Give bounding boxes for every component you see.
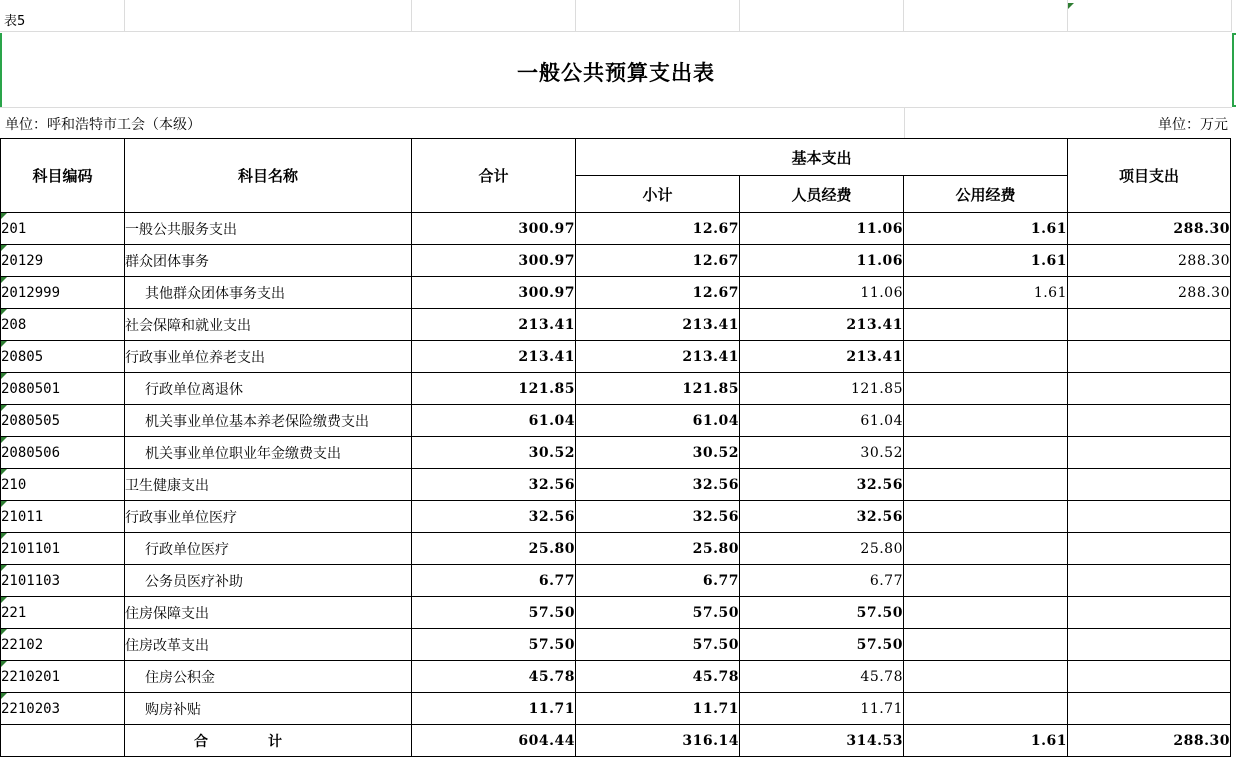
name-cell[interactable]: 住房保障支出 xyxy=(125,597,412,629)
divider xyxy=(904,107,905,138)
total-cell[interactable]: 32.56 xyxy=(412,501,576,533)
divider xyxy=(0,107,1232,108)
comment-marker-icon xyxy=(1068,3,1074,9)
name-cell[interactable]: 行政单位医疗 xyxy=(125,533,412,565)
code-text: 201 xyxy=(1,220,27,237)
code-cell[interactable] xyxy=(1,533,125,565)
total-subtotal[interactable]: 316.14 xyxy=(576,725,740,757)
sheet-label: 表5 xyxy=(4,14,26,29)
text-number-marker-icon xyxy=(1,341,7,347)
public-cell[interactable] xyxy=(904,533,1068,565)
public-cell[interactable] xyxy=(904,501,1068,533)
page-title: 一般公共预算支出表 xyxy=(517,61,715,85)
total-cell[interactable]: 300.97 xyxy=(412,213,576,245)
code-cell[interactable] xyxy=(1,629,125,661)
text-number-marker-icon xyxy=(1,437,7,443)
subtotal-cell[interactable]: 32.56 xyxy=(576,469,740,501)
total-cell[interactable]: 300.97 xyxy=(412,245,576,277)
table-row xyxy=(1,597,1231,629)
public-cell[interactable]: 1.61 xyxy=(904,277,1068,309)
text-number-marker-icon xyxy=(1,693,7,699)
project-cell[interactable] xyxy=(1068,309,1231,341)
total-label[interactable]: 合计 xyxy=(125,725,412,757)
header-code: 科目编码 xyxy=(1,139,125,213)
code-text: 2080506 xyxy=(1,444,61,461)
personnel-cell[interactable]: 6.77 xyxy=(740,565,904,597)
code-cell[interactable] xyxy=(1,693,125,725)
header-public: 公用经费 xyxy=(904,176,1068,213)
personnel-cell[interactable]: 11.06 xyxy=(740,245,904,277)
subtotal-cell[interactable]: 12.67 xyxy=(576,277,740,309)
header-project: 项目支出 xyxy=(1068,139,1231,213)
code-text: 2210203 xyxy=(1,700,61,717)
text-number-marker-icon xyxy=(1,597,7,603)
name-cell[interactable]: 购房补贴 xyxy=(125,693,412,725)
total-code-cell[interactable] xyxy=(1,725,125,757)
cell-g1[interactable] xyxy=(1068,0,1232,32)
code-cell[interactable] xyxy=(1,501,125,533)
total-cell[interactable]: 25.80 xyxy=(412,533,576,565)
subtotal-cell[interactable]: 57.50 xyxy=(576,629,740,661)
code-cell[interactable] xyxy=(1,373,125,405)
code-cell[interactable] xyxy=(1,597,125,629)
project-cell[interactable] xyxy=(1068,597,1231,629)
header-total: 合计 xyxy=(412,139,576,213)
table-row xyxy=(1,565,1231,597)
project-cell[interactable] xyxy=(1068,565,1231,597)
code-text: 208 xyxy=(1,316,27,333)
text-number-marker-icon xyxy=(1,629,7,635)
total-public[interactable]: 1.61 xyxy=(904,725,1068,757)
table-row xyxy=(1,501,1231,533)
personnel-cell[interactable]: 121.85 xyxy=(740,373,904,405)
project-cell[interactable] xyxy=(1068,693,1231,725)
code-text: 2080501 xyxy=(1,380,61,397)
code-text: 21011 xyxy=(1,508,44,525)
text-number-marker-icon xyxy=(1,661,7,667)
public-cell[interactable] xyxy=(904,309,1068,341)
project-cell[interactable] xyxy=(1068,533,1231,565)
code-cell[interactable] xyxy=(1,341,125,373)
subtotal-cell[interactable]: 57.50 xyxy=(576,597,740,629)
name-cell[interactable]: 卫生健康支出 xyxy=(125,469,412,501)
name-cell[interactable]: 行政事业单位养老支出 xyxy=(125,341,412,373)
text-number-marker-icon xyxy=(1,469,7,475)
name-cell[interactable]: 行政事业单位医疗 xyxy=(125,501,412,533)
table-row xyxy=(1,533,1231,565)
name-cell[interactable]: 行政单位离退休 xyxy=(125,373,412,405)
personnel-cell[interactable]: 11.06 xyxy=(740,213,904,245)
name-cell[interactable]: 其他群众团体事务支出 xyxy=(125,277,412,309)
total-cell[interactable]: 6.77 xyxy=(412,565,576,597)
total-cell[interactable]: 121.85 xyxy=(412,373,576,405)
code-text: 20129 xyxy=(1,252,44,269)
text-number-marker-icon xyxy=(1,309,7,315)
code-text: 2101101 xyxy=(1,540,61,557)
public-cell[interactable] xyxy=(904,597,1068,629)
code-text: 221 xyxy=(1,604,27,621)
code-text: 2080505 xyxy=(1,412,61,429)
subtotal-cell[interactable]: 6.77 xyxy=(576,565,740,597)
cell-d1[interactable] xyxy=(576,0,740,32)
code-text: 2101103 xyxy=(1,572,61,589)
personnel-cell[interactable]: 11.06 xyxy=(740,277,904,309)
subtotal-cell[interactable]: 11.71 xyxy=(576,693,740,725)
subtotal-cell[interactable]: 121.85 xyxy=(576,373,740,405)
code-cell[interactable] xyxy=(1,565,125,597)
project-cell[interactable]: 288.30 xyxy=(1068,213,1231,245)
project-cell[interactable] xyxy=(1068,661,1231,693)
public-cell[interactable]: 1.61 xyxy=(904,245,1068,277)
project-cell[interactable] xyxy=(1068,629,1231,661)
subtotal-cell[interactable]: 61.04 xyxy=(576,405,740,437)
subtotal-cell[interactable]: 213.41 xyxy=(576,309,740,341)
personnel-cell[interactable]: 213.41 xyxy=(740,309,904,341)
table-body xyxy=(1,213,1231,725)
budget-table xyxy=(0,138,1231,757)
project-cell[interactable] xyxy=(1068,341,1231,373)
code-text: 2210201 xyxy=(1,668,61,685)
code-cell[interactable] xyxy=(1,469,125,501)
project-cell[interactable]: 288.30 xyxy=(1068,245,1231,277)
project-cell[interactable] xyxy=(1068,373,1231,405)
subtotal-cell[interactable]: 25.80 xyxy=(576,533,740,565)
table-row xyxy=(1,437,1231,469)
table-row xyxy=(1,405,1231,437)
table-row xyxy=(1,469,1231,501)
total-cell[interactable]: 61.04 xyxy=(412,405,576,437)
name-cell[interactable]: 住房改革支出 xyxy=(125,629,412,661)
public-cell[interactable] xyxy=(904,437,1068,469)
header-name: 科目名称 xyxy=(125,139,412,213)
unit-label-right: 单位：万元 xyxy=(1158,117,1228,133)
table-row xyxy=(1,373,1231,405)
code-text: 22102 xyxy=(1,636,44,653)
text-number-marker-icon xyxy=(1,373,7,379)
table-row xyxy=(1,245,1231,277)
text-number-marker-icon xyxy=(1,213,7,219)
subtotal-cell[interactable]: 12.67 xyxy=(576,213,740,245)
name-cell[interactable]: 群众团体事务 xyxy=(125,245,412,277)
total-row xyxy=(1,725,1231,757)
table-row xyxy=(1,629,1231,661)
table-row xyxy=(1,341,1231,373)
public-cell[interactable] xyxy=(904,661,1068,693)
personnel-cell[interactable]: 25.80 xyxy=(740,533,904,565)
public-cell[interactable] xyxy=(904,693,1068,725)
name-cell[interactable]: 机关事业单位基本养老保险缴费支出 xyxy=(125,405,412,437)
public-cell[interactable] xyxy=(904,469,1068,501)
text-number-marker-icon xyxy=(1,405,7,411)
text-number-marker-icon xyxy=(1,533,7,539)
public-cell[interactable] xyxy=(904,405,1068,437)
cell-f1[interactable] xyxy=(904,0,1068,32)
table-row xyxy=(1,213,1231,245)
code-cell[interactable] xyxy=(1,405,125,437)
subtotal-cell[interactable]: 12.67 xyxy=(576,245,740,277)
code-text: 2012999 xyxy=(1,284,61,301)
name-cell[interactable]: 机关事业单位职业年金缴费支出 xyxy=(125,437,412,469)
table-row xyxy=(1,309,1231,341)
code-text: 210 xyxy=(1,476,27,493)
total-cell[interactable]: 45.78 xyxy=(412,661,576,693)
project-cell[interactable] xyxy=(1068,469,1231,501)
header-subtotal: 小计 xyxy=(576,176,740,213)
project-cell[interactable] xyxy=(1068,501,1231,533)
text-number-marker-icon xyxy=(1,565,7,571)
header-personnel: 人员经费 xyxy=(740,176,904,213)
public-cell[interactable] xyxy=(904,341,1068,373)
personnel-cell[interactable]: 32.56 xyxy=(740,501,904,533)
name-cell[interactable]: 社会保障和就业支出 xyxy=(125,309,412,341)
public-cell[interactable] xyxy=(904,373,1068,405)
total-cell[interactable]: 57.50 xyxy=(412,597,576,629)
project-cell[interactable] xyxy=(1068,405,1231,437)
total-total[interactable]: 604.44 xyxy=(412,725,576,757)
unit-label-left: 单位：呼和浩特市工会（本级） xyxy=(5,117,201,133)
public-cell[interactable]: 1.61 xyxy=(904,213,1068,245)
project-cell[interactable] xyxy=(1068,437,1231,469)
public-cell[interactable] xyxy=(904,565,1068,597)
code-text: 20805 xyxy=(1,348,44,365)
name-cell[interactable]: 住房公积金 xyxy=(125,661,412,693)
table-row xyxy=(1,693,1231,725)
text-number-marker-icon xyxy=(1,277,7,283)
personnel-cell[interactable]: 213.41 xyxy=(740,341,904,373)
text-number-marker-icon xyxy=(1,501,7,507)
name-cell[interactable]: 公务员医疗补助 xyxy=(125,565,412,597)
code-cell[interactable] xyxy=(1,661,125,693)
code-cell[interactable] xyxy=(1,309,125,341)
subtotal-cell[interactable]: 30.52 xyxy=(576,437,740,469)
total-cell[interactable]: 32.56 xyxy=(412,469,576,501)
total-cell[interactable]: 57.50 xyxy=(412,629,576,661)
code-cell[interactable] xyxy=(1,245,125,277)
public-cell[interactable] xyxy=(904,629,1068,661)
personnel-cell[interactable]: 57.50 xyxy=(740,597,904,629)
subtotal-cell[interactable]: 32.56 xyxy=(576,501,740,533)
code-cell[interactable] xyxy=(1,437,125,469)
selection-border-right xyxy=(1232,33,1236,107)
total-cell[interactable]: 300.97 xyxy=(412,277,576,309)
code-cell[interactable] xyxy=(1,277,125,309)
personnel-cell[interactable]: 11.71 xyxy=(740,693,904,725)
personnel-cell[interactable]: 57.50 xyxy=(740,629,904,661)
cell-b1[interactable] xyxy=(125,0,412,32)
personnel-cell[interactable]: 61.04 xyxy=(740,405,904,437)
project-cell[interactable]: 288.30 xyxy=(1068,277,1231,309)
total-cell[interactable]: 213.41 xyxy=(412,341,576,373)
header-basic: 基本支出 xyxy=(576,139,1068,176)
total-project[interactable]: 288.30 xyxy=(1068,725,1231,757)
personnel-cell[interactable]: 32.56 xyxy=(740,469,904,501)
subtotal-cell[interactable]: 45.78 xyxy=(576,661,740,693)
subtotal-cell[interactable]: 213.41 xyxy=(576,341,740,373)
code-cell[interactable] xyxy=(1,213,125,245)
personnel-cell[interactable]: 30.52 xyxy=(740,437,904,469)
total-cell[interactable]: 30.52 xyxy=(412,437,576,469)
table-row xyxy=(1,277,1231,309)
name-cell[interactable]: 一般公共服务支出 xyxy=(125,213,412,245)
cell-e1[interactable] xyxy=(740,0,904,32)
cell-c1[interactable] xyxy=(412,0,576,32)
total-cell[interactable]: 11.71 xyxy=(412,693,576,725)
total-cell[interactable]: 213.41 xyxy=(412,309,576,341)
personnel-cell[interactable]: 45.78 xyxy=(740,661,904,693)
total-personnel[interactable]: 314.53 xyxy=(740,725,904,757)
text-number-marker-icon xyxy=(1,245,7,251)
table-row xyxy=(1,661,1231,693)
